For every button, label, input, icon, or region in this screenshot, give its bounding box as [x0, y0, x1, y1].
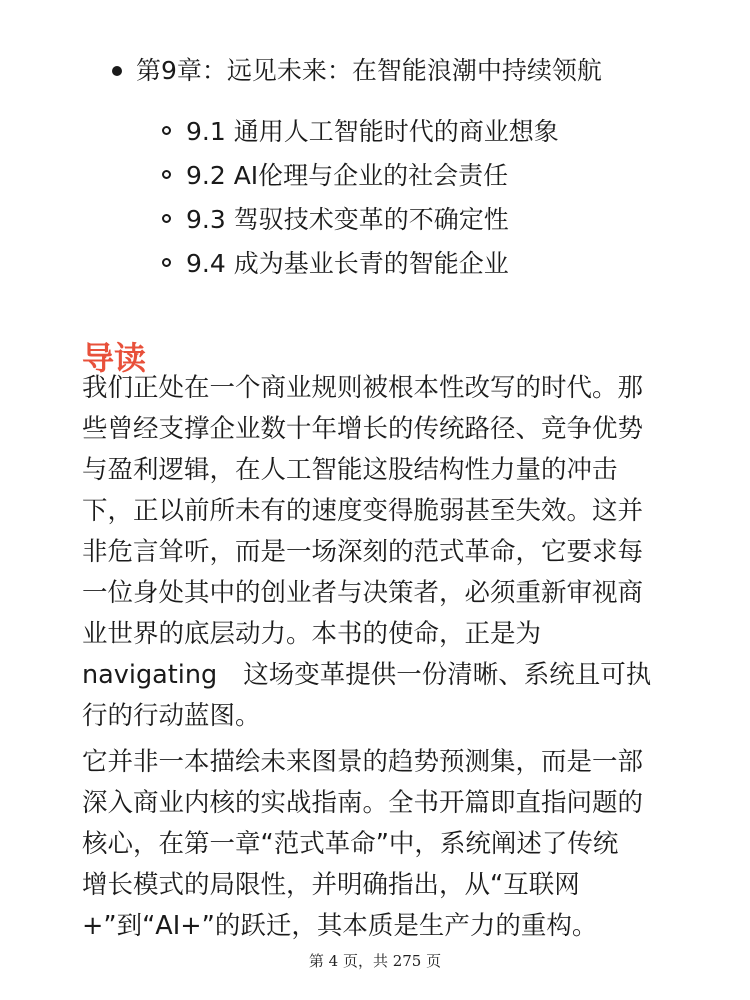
paragraph-line: 增长模式的局限性，并明确指出，从“互联网 [82, 870, 580, 900]
toc-section-list [162, 108, 559, 284]
toc-chapter-title: 第9章：远见未来：在智能浪潮中持续领航 [136, 56, 602, 85]
toc-section-title: 9.4 成为基业长青的智能企业 [186, 249, 509, 278]
paragraph-line: 它并非一本描绘未来图景的趋势预测集，而是一部 [82, 747, 644, 777]
paragraph-line: 下，正以前所未有的速度变得脆弱甚至失效。这并 [82, 496, 644, 526]
toc-section-title: 9.3 驾驭技术变革的不确定性 [186, 205, 509, 234]
toc-section-item [162, 108, 559, 152]
bullet-circle-icon [162, 214, 171, 223]
bullet-disc-icon [112, 66, 122, 76]
toc-section-item [162, 196, 559, 240]
paragraph-line-rest: 这场变革提供一份清晰、系统且可执 [243, 660, 652, 690]
toc-section-title: 9.1 通用人工智能时代的商业想象 [186, 117, 559, 146]
paragraph-line: 一位身处其中的创业者与决策者，必须重新审视商 [82, 578, 644, 608]
paragraph-line: 与盈利逻辑，在人工智能这股结构性力量的冲击 [82, 455, 618, 485]
toc-chapter-item [112, 52, 602, 90]
section-heading: 导读 [82, 338, 147, 377]
paragraph-line: 业世界的底层动力。本书的使命，正是为 [82, 619, 542, 649]
bullet-circle-icon [162, 126, 171, 135]
bullet-circle-icon [162, 170, 171, 179]
paragraph-guide [82, 742, 702, 947]
toc-section-item [162, 152, 559, 196]
paragraph-line: +”到“AI+”的跃迁，其本质是生产力的重构。 [82, 911, 598, 941]
paragraph-intro [82, 368, 702, 737]
page-footer: 第 4 页，共 275 页 [308, 952, 442, 970]
paragraph-line: 行的行动蓝图。 [82, 701, 261, 731]
bullet-circle-icon [162, 258, 171, 267]
toc-section-title: 9.2 AI伦理与企业的社会责任 [186, 161, 509, 190]
paragraph-line: 些曾经支撑企业数十年增长的传统路径、竞争优势 [82, 414, 644, 444]
latin-word: navigating [82, 660, 218, 690]
paragraph-line: 非危言耸听，而是一场深刻的范式革命，它要求每 [82, 537, 644, 567]
paragraph-line: 深入商业内核的实战指南。全书开篇即直指问题的 [82, 788, 644, 818]
toc-section-item [162, 240, 559, 284]
paragraph-line [82, 655, 702, 696]
paragraph-line: 核心，在第一章“范式革命”中，系统阐述了传统 [82, 829, 619, 859]
paragraph-line: 我们正处在一个商业规则被根本性改写的时代。那 [82, 373, 644, 403]
